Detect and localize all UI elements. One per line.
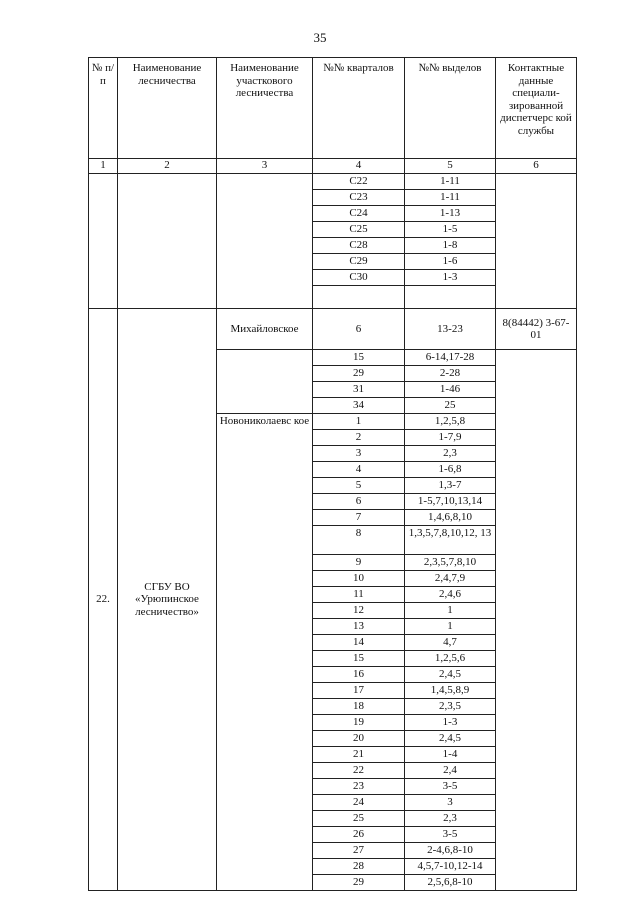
allotment-cell: 1-3 <box>405 715 496 731</box>
col-number: 2 <box>118 159 217 174</box>
quarter-cell: 14 <box>313 635 405 651</box>
col-number: 1 <box>89 159 118 174</box>
empty-district-cell <box>217 350 313 414</box>
district-name-2: Новониколаевс кое <box>217 414 313 891</box>
empty-quarter-cell <box>313 286 405 309</box>
allotment-cell: 1-6 <box>405 254 496 270</box>
allotment-cell: 2,4,7,9 <box>405 571 496 587</box>
quarter-cell: С28 <box>313 238 405 254</box>
allotment-cell: 25 <box>405 398 496 414</box>
quarter-cell: 23 <box>313 779 405 795</box>
header-quarters: №№ кварталов <box>313 58 405 159</box>
col-number: 5 <box>405 159 496 174</box>
quarter-cell: С25 <box>313 222 405 238</box>
quarter-cell: 20 <box>313 731 405 747</box>
quarter-cell: 5 <box>313 478 405 494</box>
allotment-cell: 1-5,7,10,13,14 <box>405 494 496 510</box>
allotment-cell: 4,7 <box>405 635 496 651</box>
quarter-cell: С30 <box>313 270 405 286</box>
table-row <box>89 309 577 350</box>
empty-contact-cell <box>496 174 577 309</box>
allotment-cell: 1-46 <box>405 382 496 398</box>
empty-forestry-cell <box>118 174 217 309</box>
quarter-cell: 18 <box>313 699 405 715</box>
quarter-cell: 12 <box>313 603 405 619</box>
allotment-cell: 1-11 <box>405 174 496 190</box>
allotment-cell: 3 <box>405 795 496 811</box>
header-forestry: Наименование лесничества <box>118 58 217 159</box>
allotment-cell: 1,4,6,8,10 <box>405 510 496 526</box>
empty-district-cell <box>217 174 313 309</box>
quarter-cell: 15 <box>313 651 405 667</box>
empty-num-cell <box>89 174 118 309</box>
column-number-row <box>89 159 577 174</box>
table-row <box>89 174 577 190</box>
quarter-cell: С29 <box>313 254 405 270</box>
quarter-cell: 3 <box>313 446 405 462</box>
allotment-cell: 1,2,5,8 <box>405 414 496 430</box>
quarter-cell: 4 <box>313 462 405 478</box>
allotment-cell: 3-5 <box>405 827 496 843</box>
quarter-cell: 10 <box>313 571 405 587</box>
quarter-cell: 28 <box>313 859 405 875</box>
allotment-cell: 1-4 <box>405 747 496 763</box>
header-allotments: №№ выделов <box>405 58 496 159</box>
quarter-cell: 6 <box>313 309 405 350</box>
allotment-cell: 2,4 <box>405 763 496 779</box>
allotment-cell: 1-11 <box>405 190 496 206</box>
quarter-cell: 27 <box>313 843 405 859</box>
allotment-cell: 6-14,17-28 <box>405 350 496 366</box>
quarter-cell: 9 <box>313 555 405 571</box>
quarter-cell: 6 <box>313 494 405 510</box>
allotment-cell: 1 <box>405 619 496 635</box>
quarter-cell: 7 <box>313 510 405 526</box>
contact-info: 8(84442) 3-67-01 <box>496 309 577 350</box>
allotment-cell: 2-28 <box>405 366 496 382</box>
quarter-cell: 22 <box>313 763 405 779</box>
empty-contact-cell <box>496 350 577 891</box>
quarter-cell: 2 <box>313 430 405 446</box>
allotment-cell: 2,4,6 <box>405 587 496 603</box>
entry-number: 22. <box>89 309 118 891</box>
allotment-cell: 1,3,5,7,8,10,12, 13 <box>405 526 496 555</box>
allotment-cell: 1-8 <box>405 238 496 254</box>
quarter-cell: 17 <box>313 683 405 699</box>
header-row <box>89 58 577 159</box>
quarter-cell: 11 <box>313 587 405 603</box>
allotment-cell: 1-13 <box>405 206 496 222</box>
allotment-cell: 2,3,5 <box>405 699 496 715</box>
allotment-cell: 1,2,5,6 <box>405 651 496 667</box>
quarter-cell: С22 <box>313 174 405 190</box>
forestry-table <box>88 57 577 891</box>
quarter-cell: 26 <box>313 827 405 843</box>
col-number: 6 <box>496 159 577 174</box>
allotment-cell: 1 <box>405 603 496 619</box>
allotment-cell: 2,4,5 <box>405 731 496 747</box>
quarter-cell: 29 <box>313 875 405 891</box>
header-district: Наименование участкового лесничества <box>217 58 313 159</box>
quarter-cell: 1 <box>313 414 405 430</box>
quarter-cell: 21 <box>313 747 405 763</box>
quarter-cell: 31 <box>313 382 405 398</box>
quarter-cell: 25 <box>313 811 405 827</box>
allotment-cell: 13-23 <box>405 309 496 350</box>
allotment-cell: 2,4,5 <box>405 667 496 683</box>
col-number: 4 <box>313 159 405 174</box>
allotment-cell: 1-6,8 <box>405 462 496 478</box>
allotment-cell: 1-7,9 <box>405 430 496 446</box>
forestry-name: СГБУ ВО «Урюпинское лесничество» <box>118 309 217 891</box>
quarter-cell: 19 <box>313 715 405 731</box>
quarter-cell: 29 <box>313 366 405 382</box>
header-num: № п/п <box>89 58 118 159</box>
allotment-cell: 4,5,7-10,12-14 <box>405 859 496 875</box>
quarter-cell: 24 <box>313 795 405 811</box>
allotment-cell: 1,4,5,8,9 <box>405 683 496 699</box>
allotment-cell: 2,3,5,7,8,10 <box>405 555 496 571</box>
col-number: 3 <box>217 159 313 174</box>
allotment-cell: 1,3-7 <box>405 478 496 494</box>
quarter-cell: С23 <box>313 190 405 206</box>
quarter-cell: 34 <box>313 398 405 414</box>
quarter-cell: 15 <box>313 350 405 366</box>
quarter-cell: 13 <box>313 619 405 635</box>
allotment-cell: 1-5 <box>405 222 496 238</box>
allotment-cell: 2,3 <box>405 446 496 462</box>
allotment-cell: 2-4,6,8-10 <box>405 843 496 859</box>
allotment-cell: 2,3 <box>405 811 496 827</box>
header-contacts: Контактные данные специали-зированной диспетчерс кой службы <box>496 58 577 159</box>
quarter-cell: 8 <box>313 526 405 555</box>
table-body <box>89 58 577 891</box>
district-name-1: Михайловское <box>217 309 313 350</box>
allotment-cell: 1-3 <box>405 270 496 286</box>
allotment-cell: 2,5,6,8-10 <box>405 875 496 891</box>
empty-allotment-cell <box>405 286 496 309</box>
quarter-cell: 16 <box>313 667 405 683</box>
allotment-cell: 3-5 <box>405 779 496 795</box>
quarter-cell: С24 <box>313 206 405 222</box>
page-number: 35 <box>313 30 327 45</box>
